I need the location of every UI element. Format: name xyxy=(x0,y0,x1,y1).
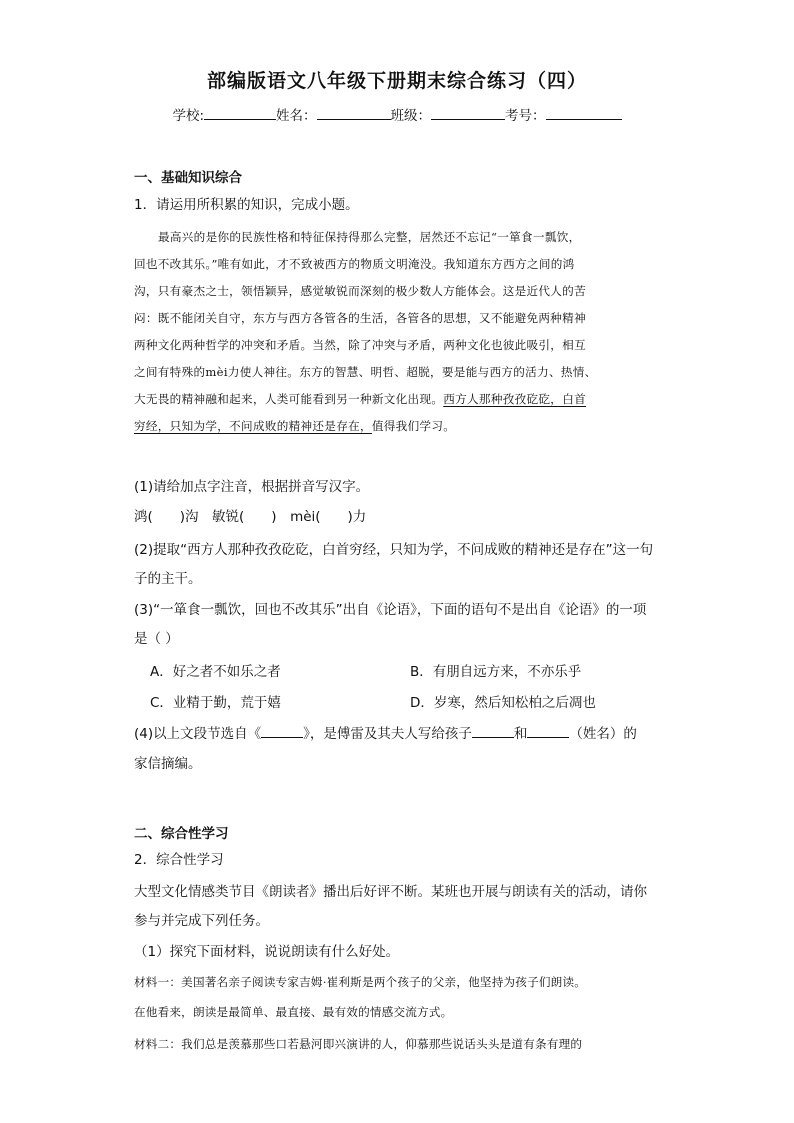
sub-question-3-line1: (3)“一箪食一瓢饮，回也不改其乐”出自《论语》，下面的语句不是出自《论语》的一项 xyxy=(134,602,647,618)
q2-prompt: 2．综合性学习 xyxy=(134,852,224,868)
sub-question-4-line2: 家信摘编。 xyxy=(134,756,202,772)
class-blank[interactable] xyxy=(431,106,505,120)
passage-line-2: 回也不改其乐。”唯有如此，才不致被西方的物质文明淹没。我知道东方西方之间的鸿 xyxy=(134,257,575,271)
q1-prompt: 1．请运用所积累的知识，完成小题。 xyxy=(134,197,359,213)
material1-line1: 材料一：美国著名亲子阅读专家吉姆·崔利斯是两个孩子的父亲，他坚持为孩子们朗读。 xyxy=(134,975,587,989)
passage-line-8 xyxy=(134,418,455,434)
passage-line-6: 之间有特殊的mèi力使人神往。东方的智慧、明哲、超脱，要是能与西方的活力、热情、 xyxy=(134,365,597,379)
passage-line-5: 两种文化两种哲学的冲突和矛盾。当然，除了冲突与矛盾，两种文化也彼此吸引，相互 xyxy=(134,338,586,352)
sub-question-4-line1 xyxy=(134,722,637,742)
school-blank[interactable] xyxy=(204,106,276,120)
material1-line2: 在他看来，朗读是最简单、最直接、最有效的情感交流方式。 xyxy=(134,1005,453,1019)
sub4-text-1: (4)以上文段节选自《 xyxy=(134,726,262,742)
section2-heading: 二、综合性学习 xyxy=(134,826,229,842)
school-label: 学校: xyxy=(172,108,205,124)
option-c[interactable]: C．业精于勤，荒于嬉 xyxy=(150,695,281,711)
option-b[interactable]: B．有朋自远方来，不亦乐乎 xyxy=(410,664,582,680)
class-label: 班级： xyxy=(390,108,432,124)
passage-line-7-text: 大无畏的精神融和起来，人类可能看到另一种新文化出现。 xyxy=(134,392,444,406)
material2-line1: 材料二：我们总是羡慕那些口若悬河即兴演讲的人，仰慕那些说话头头是道有条有理的 xyxy=(134,1037,583,1051)
sub-question-1: (1)请给加点字注音，根据拼音写汉字。 xyxy=(134,479,370,495)
task-1: （1）探究下面材料，说说朗读有什么好处。 xyxy=(134,944,400,960)
underlined-sentence-part2: 穷经，只知为学，不问成败的精神还是存在， xyxy=(134,419,372,433)
name-label: 姓名： xyxy=(276,108,317,124)
child-name-blank-1[interactable] xyxy=(472,725,514,738)
sub-question-3-line2: 是（ ） xyxy=(134,631,179,647)
q2-intro-line1: 大型文化情感类节目《朗读者》播出后好评不断。某班也开展与朗读有关的活动，请你 xyxy=(134,884,647,900)
passage-tail: 值得我们学习。 xyxy=(371,419,456,433)
sub-question-2-line1: (2)提取“西方人那种孜孜矻矻，白首穷经，只知为学，不问成败的精神还是存在”这一句 xyxy=(134,542,654,558)
child-name-blank-2[interactable] xyxy=(527,725,569,738)
passage-line-4: 闷：既不能闭关自守，东方与西方各管各的生活，各管各的思想，又不能避免两种精神 xyxy=(134,311,586,325)
page-title: 部编版语文八年级下册期末综合练习（四） xyxy=(206,70,587,92)
sub4-text-4: （姓名）的 xyxy=(569,726,637,742)
sub4-text-2: 》，是傅雷及其夫人写给孩子 xyxy=(303,726,472,742)
passage-line-3: 沟，只有豪杰之士，领悟颖异，感觉敏锐而深刻的极少数人方能体会。这是近代人的苦 xyxy=(134,284,586,298)
underlined-sentence-part1: 西方人那种孜孜矻矻，白首 xyxy=(443,392,586,406)
q2-intro-line2: 参与并完成下列任务。 xyxy=(134,913,269,929)
exam-no-label: 考号： xyxy=(505,108,546,124)
student-info-line xyxy=(0,104,794,124)
passage-line-1: 最高兴的是你的民族性格和特征保持得那么完整，居然还不忘记“一箪食一瓢饮， xyxy=(158,230,581,244)
passage-line-7 xyxy=(134,391,586,407)
book-title-blank[interactable] xyxy=(261,725,303,738)
section1-heading: 一、基础知识综合 xyxy=(134,170,242,186)
name-blank[interactable] xyxy=(317,106,391,120)
sub-question-1-fill[interactable]: 鸿( )沟 敏锐( ) mèi( )力 xyxy=(134,509,367,525)
option-d[interactable]: D．岁寒，然后知松柏之后凋也 xyxy=(410,695,596,711)
exam-no-blank[interactable] xyxy=(546,106,622,120)
sub4-text-3: 和 xyxy=(513,726,528,742)
option-a[interactable]: A．好之者不如乐之者 xyxy=(150,664,281,680)
sub-question-2-line2: 子的主干。 xyxy=(134,571,202,587)
